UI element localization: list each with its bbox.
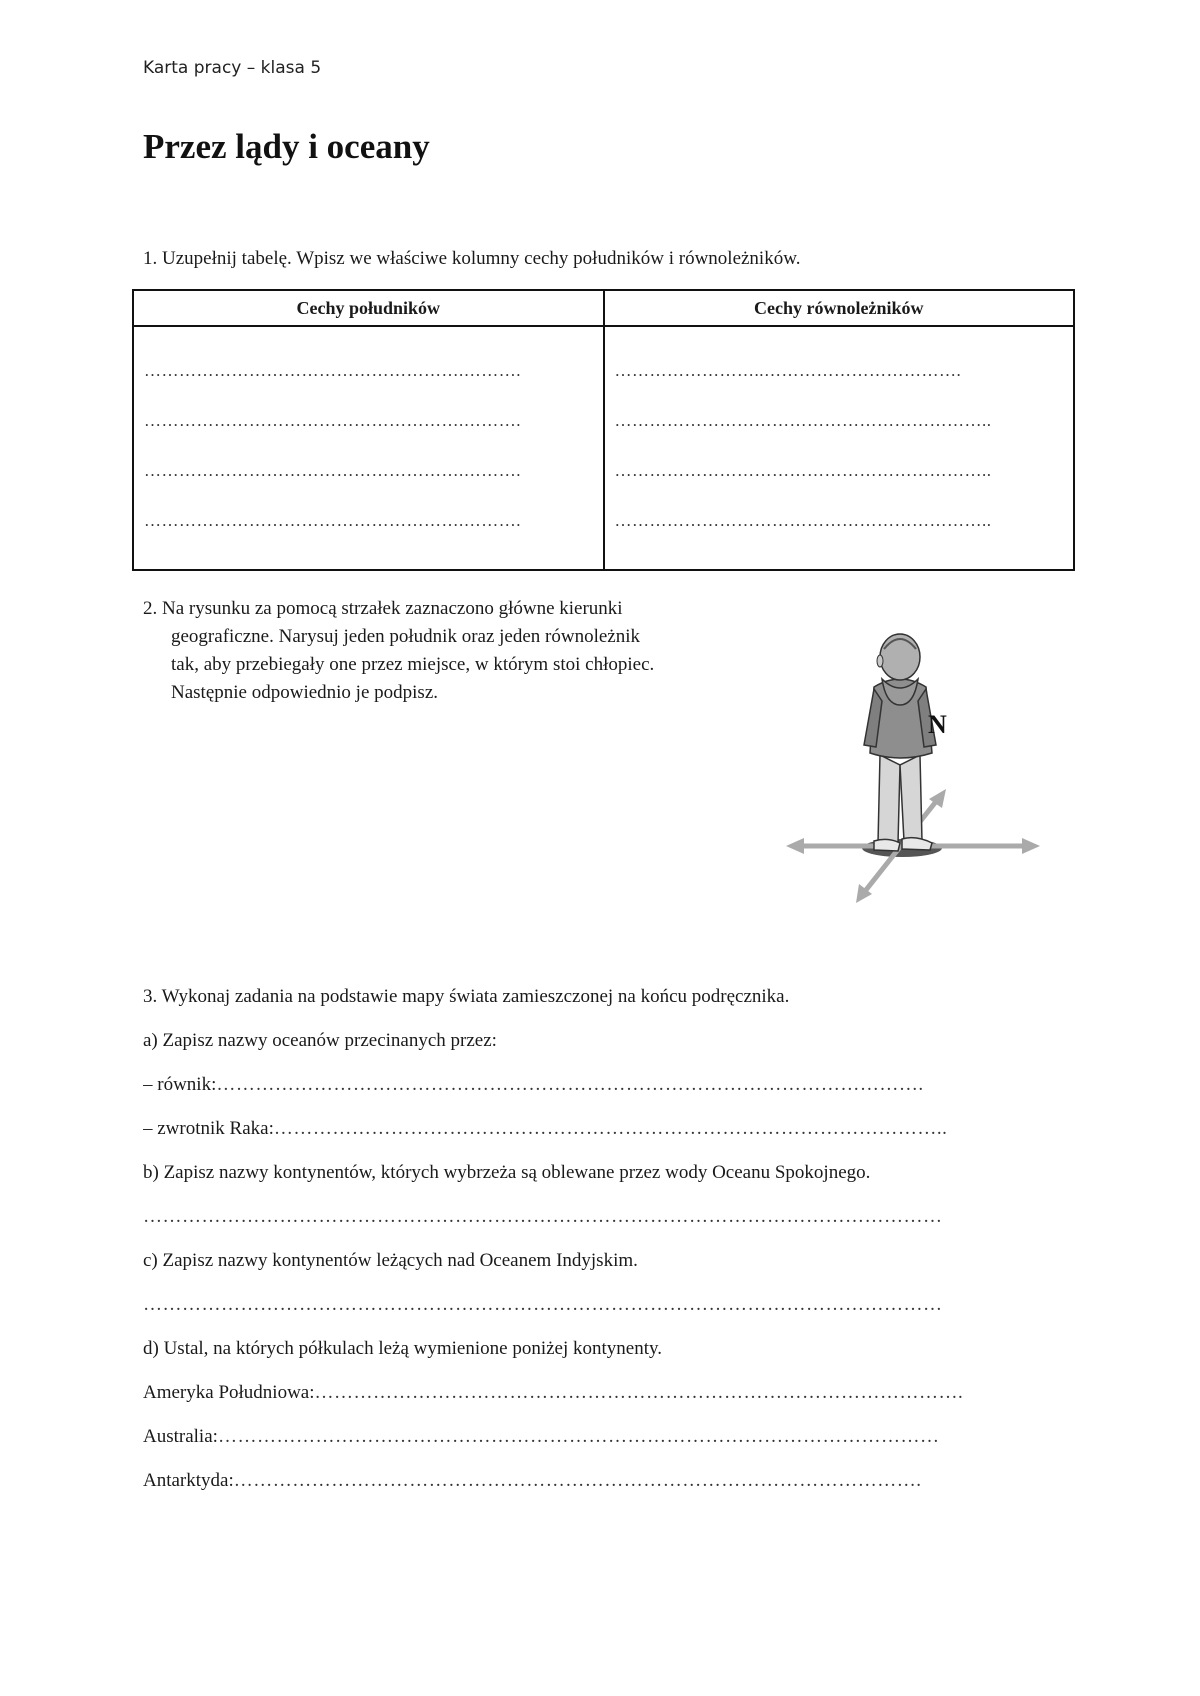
answer-dots[interactable]: …………………………………………………………………………………………………………… bbox=[143, 1206, 943, 1227]
answer-row-australia[interactable] bbox=[143, 1423, 1063, 1467]
answer-dots[interactable]: ………………………………………………………………………………………. bbox=[314, 1382, 964, 1403]
answer-dots[interactable]: ………………………………………………………………………………………………. bbox=[216, 1074, 924, 1095]
column-header-parallels: Cechy równoleżników bbox=[604, 290, 1075, 326]
answer-line[interactable]: ……………………………………………….………. bbox=[144, 411, 521, 430]
page-title: Przez lądy i oceany bbox=[143, 127, 430, 166]
answer-label: Antarktyda: bbox=[143, 1470, 234, 1491]
answer-label: Australia: bbox=[143, 1426, 218, 1447]
features-table bbox=[132, 289, 1075, 571]
answer-line[interactable]: ……………………………………………….………. bbox=[144, 461, 521, 480]
task3-instruction: 3. Wykonaj zadania na podstawie mapy świata zamieszczonej na końcu podręcznika. bbox=[143, 986, 790, 1007]
answer-label: – zwrotnik Raka: bbox=[143, 1118, 274, 1139]
answer-line[interactable]: ……………………………………………………….. bbox=[614, 411, 992, 430]
task3-b-prompt: b) Zapisz nazwy kontynentów, których wybrzeża są oblewane przez wody Oceanu Spokojnego. bbox=[143, 1162, 871, 1183]
task3-section bbox=[143, 983, 1063, 1511]
task3-d-prompt: d) Ustal, na których półkulach leżą wymienione poniżej kontynenty. bbox=[143, 1338, 663, 1359]
boy-compass-illustration bbox=[780, 605, 1050, 905]
north-label: N bbox=[928, 710, 947, 739]
answer-row-equator[interactable] bbox=[143, 1071, 1063, 1115]
answer-label: – równik: bbox=[143, 1074, 217, 1095]
meridians-answer-cell[interactable] bbox=[133, 326, 604, 570]
answer-dots[interactable]: ………………………………………………………………………………………….. bbox=[273, 1118, 948, 1139]
answer-line[interactable]: ……………………………………………………….. bbox=[614, 461, 992, 480]
answer-line[interactable]: ……………………………………………….………. bbox=[144, 361, 521, 380]
answer-line[interactable]: ……………………………………………….………. bbox=[144, 511, 521, 530]
answer-row-south-america[interactable] bbox=[143, 1379, 1063, 1423]
answer-label: Ameryka Południowa: bbox=[143, 1382, 315, 1403]
answer-row-antarctica[interactable] bbox=[143, 1467, 1063, 1511]
task3-a-prompt: a) Zapisz nazwy oceanów przecinanych przez: bbox=[143, 1030, 497, 1051]
task2-line: tak, aby przebiegały one przez miejsce, w którym stoi chłopiec. bbox=[171, 654, 655, 675]
task1-instruction: 1. Uzupełnij tabelę. Wpisz we właściwe kolumny cechy południków i równoleżników. bbox=[143, 248, 801, 269]
answer-line[interactable]: ……………………………………………………….. bbox=[614, 511, 992, 530]
task2-line: 2. Na rysunku za pomocą strzałek zaznaczono główne kierunki bbox=[143, 598, 623, 619]
task2-line: Następnie odpowiednio je podpisz. bbox=[171, 682, 439, 703]
column-header-meridians: Cechy południków bbox=[133, 290, 604, 326]
answer-dots[interactable]: ………………………………………………………………………………………………… bbox=[217, 1426, 940, 1447]
answer-dots[interactable]: …………………………………………………………………………………………………………… bbox=[143, 1294, 943, 1315]
parallels-answer-cell[interactable] bbox=[604, 326, 1075, 570]
header-label: Karta pracy – klasa 5 bbox=[143, 58, 322, 78]
answer-row-pacific[interactable] bbox=[143, 1203, 1063, 1247]
answer-dots[interactable]: ……………………………………………………………………………………………. bbox=[233, 1470, 922, 1491]
task2-line: geograficzne. Narysuj jeden południk oraz jeden równoleżnik bbox=[171, 626, 641, 647]
task3-c-prompt: c) Zapisz nazwy kontynentów leżących nad Oceanem Indyjskim. bbox=[143, 1250, 638, 1271]
answer-row-tropic-of-cancer[interactable] bbox=[143, 1115, 1063, 1159]
task2-instruction bbox=[143, 595, 763, 707]
answer-row-indian[interactable] bbox=[143, 1291, 1063, 1335]
answer-line[interactable]: ……………………..……………………………. bbox=[614, 361, 962, 380]
